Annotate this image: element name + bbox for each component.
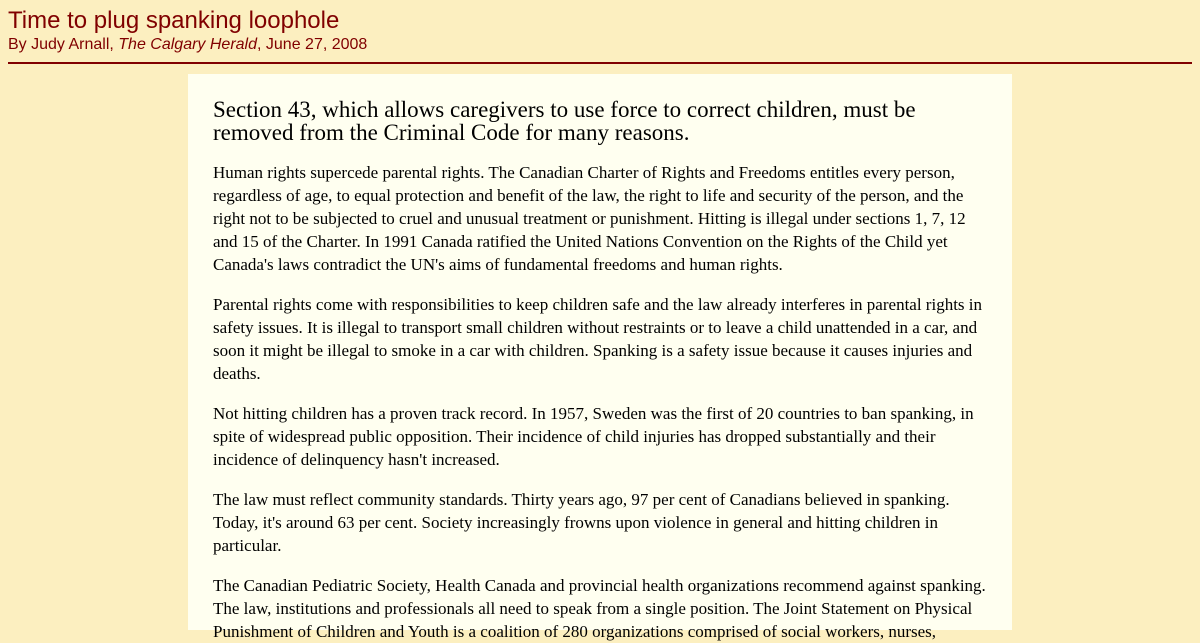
- header-divider: [8, 62, 1192, 64]
- byline-author: By Judy Arnall,: [8, 36, 119, 53]
- article-header: [8, 6, 1192, 54]
- article-content: [188, 74, 1012, 643]
- article-paragraph: Not hitting children has a proven track record. In 1957, Sweden was the first of 20 countries to ban spanking, in spite of widespread public opposition. Their incidence of child injuries has dropped substantially and their incidence of delinquency hasn't increased.: [213, 404, 974, 469]
- byline-publication: The Calgary Herald: [118, 36, 258, 53]
- byline: [8, 36, 1192, 54]
- article-paragraph: Parental rights come with responsibilities to keep children safe and the law already interferes in parental rights in safety issues. It is illegal to transport small children without restraints or to leave a child unattended in a car, and soon it might be illegal to smoke in a car with children. Spanking is a safety issue because it causes injuries and deaths.: [213, 295, 983, 383]
- article-body: [188, 74, 1012, 641]
- byline-date: , June 27, 2008: [257, 36, 368, 53]
- article-paragraph: The law must reflect community standards. Thirty years ago, 97 per cent of Canadians believed in spanking. Today, it's around 63 per cent. Society increasingly frowns upon violence in general and hitting children in particular.: [213, 490, 950, 555]
- article-paragraph: Human rights supercede parental rights. The Canadian Charter of Rights and Freedoms entitles every person, regardless of age, to equal protection and benefit of the law, the right to life and security of the person, and the right not to be subjected to cruel and unusual treatment or punishment. Hitting is illegal under sections 1, 7, 12 and 15 of the Charter. In 1991 Canada ratified the United Nations Convention on the Rights of the Child yet Canada's laws contradict the UN's aims of fundamental freedoms and human rights.: [213, 163, 966, 274]
- article-paragraph: The Canadian Pediatric Society, Health Canada and provincial health organizations recommend against spanking. The law, institutions and professionals all need to speak from a single position. The Joint Statement on Physical Punishment of Children and Youth is a coalition of 280 organizations comprised of social workers, nurses,: [213, 576, 986, 641]
- page-title: Time to plug spanking loophole: [8, 7, 340, 34]
- article-lede: Section 43, which allows caregivers to use force to correct children, must be removed from the Criminal Code for many reasons.: [213, 97, 916, 145]
